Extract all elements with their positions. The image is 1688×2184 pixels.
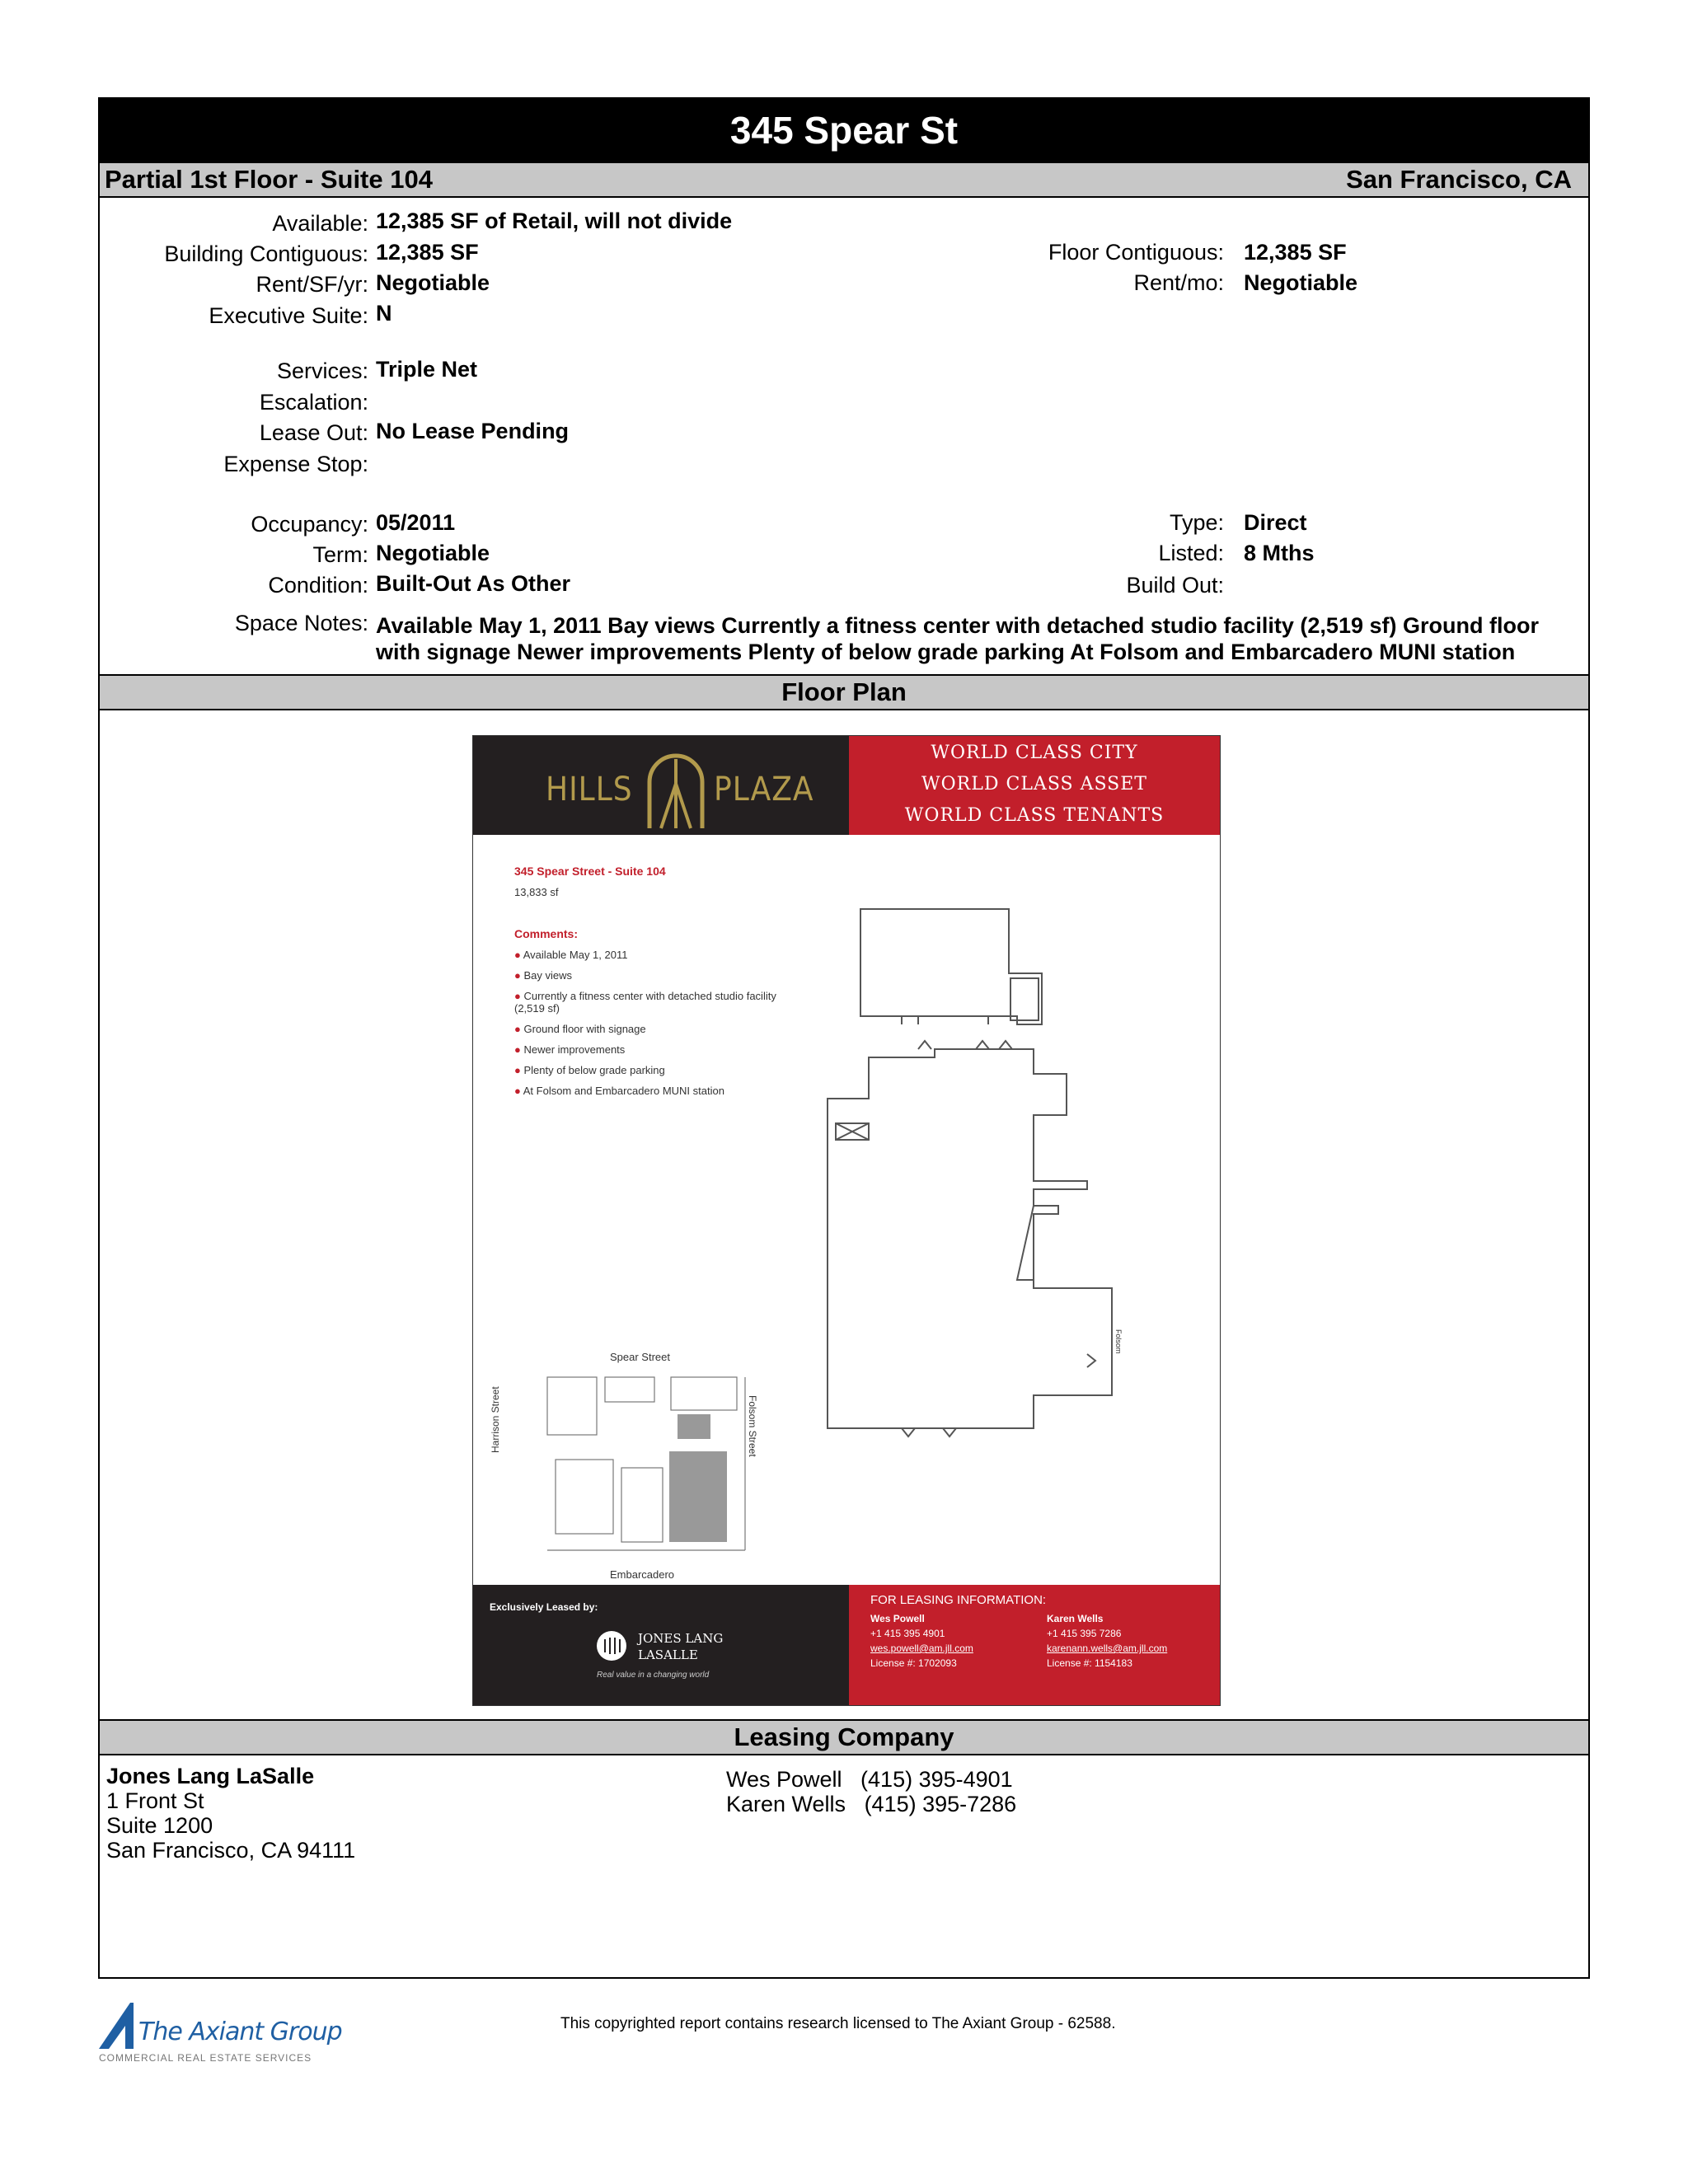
flyer-comment: ● Bay views bbox=[514, 969, 572, 982]
leasing-address-2: Suite 1200 bbox=[106, 1813, 213, 1838]
agent2-name: Karen Wells bbox=[1047, 1613, 1104, 1624]
agent1-phone: +1 415 395 4901 bbox=[870, 1628, 945, 1639]
executive-suite-value: N bbox=[376, 301, 392, 326]
flyer-tagline-panel bbox=[849, 736, 1220, 835]
flyer-comments-label: Comments: bbox=[514, 927, 579, 940]
floor-contiguous-label: Floor Contiguous: bbox=[1048, 240, 1224, 265]
jll-logo-icon bbox=[595, 1629, 628, 1662]
logo-right-text: PLAZA bbox=[714, 771, 814, 808]
copyright-notice: This copyrighted report contains research licensed to The Axiant Group - 62588. bbox=[560, 2015, 1116, 2032]
agent1-license: License #: 1702093 bbox=[870, 1657, 957, 1669]
flyer-size: 13,833 sf bbox=[514, 886, 559, 898]
flyer-comment: ● Newer improvements bbox=[514, 1043, 626, 1056]
listed-value: 8 Mths bbox=[1244, 541, 1315, 565]
jll-tagline: Real value in a changing world bbox=[597, 1671, 710, 1680]
jll-name-2: LASALLE bbox=[638, 1647, 698, 1662]
lease-out-value: No Lease Pending bbox=[376, 419, 570, 443]
rent-sf-label: Rent/SF/yr: bbox=[256, 272, 368, 297]
hills-plaza-logo-icon bbox=[645, 751, 707, 830]
jll-name-1: JONES LANG bbox=[638, 1631, 724, 1646]
term-label: Term: bbox=[312, 542, 368, 567]
leasing-contact-1: Wes Powell (415) 395-4901 bbox=[726, 1767, 1013, 1792]
building-contiguous-label: Building Contiguous: bbox=[164, 241, 368, 266]
leasing-address-1: 1 Front St bbox=[106, 1788, 204, 1813]
axiant-logo bbox=[97, 2001, 342, 2075]
flyer-heading: 345 Spear Street - Suite 104 bbox=[514, 865, 666, 878]
site-map-drawing bbox=[539, 1369, 753, 1558]
floor-plan-header: Floor Plan bbox=[100, 674, 1588, 710]
services-value: Triple Net bbox=[376, 357, 478, 382]
report-frame bbox=[98, 97, 1590, 1979]
escalation-label: Escalation: bbox=[259, 390, 368, 415]
suite-name: Partial 1st Floor - Suite 104 bbox=[105, 165, 433, 194]
tagline-3: WORLD CLASS TENANTS bbox=[904, 805, 1165, 826]
rent-mo-label: Rent/mo: bbox=[1133, 270, 1224, 295]
available-value: 12,385 SF of Retail, will not divide bbox=[376, 209, 733, 233]
occupancy-value: 05/2011 bbox=[376, 510, 456, 535]
leasing-address-3: San Francisco, CA 94111 bbox=[106, 1838, 356, 1863]
leasing-info-label: FOR LEASING INFORMATION: bbox=[870, 1593, 1047, 1607]
flyer-logo-panel bbox=[473, 736, 849, 835]
space-notes-label: Space Notes: bbox=[234, 611, 368, 635]
floor-plan-flyer bbox=[472, 735, 1221, 1706]
term-value: Negotiable bbox=[376, 541, 490, 565]
map-left-street: Harrison Street bbox=[490, 1386, 501, 1453]
flyer-comments-list bbox=[514, 949, 795, 1105]
occupancy-label: Occupancy: bbox=[251, 512, 368, 537]
axiant-logo-name: The Axiant Group bbox=[138, 2018, 342, 2046]
flyer-comment: ● Available May 1, 2011 bbox=[514, 949, 628, 961]
condition-label: Condition: bbox=[268, 573, 368, 598]
agent2-email: karenann.wells@am.jll.com bbox=[1047, 1643, 1168, 1654]
rent-mo-value: Negotiable bbox=[1244, 270, 1358, 295]
flyer-jll-panel bbox=[473, 1585, 849, 1705]
listed-label: Listed: bbox=[1158, 541, 1224, 565]
leasing-company-header: Leasing Company bbox=[100, 1719, 1588, 1755]
flyer-comment: ● Plenty of below grade parking bbox=[514, 1064, 665, 1076]
lease-out-label: Lease Out: bbox=[259, 420, 368, 445]
agent2-license: License #: 1154183 bbox=[1047, 1657, 1132, 1669]
floor-plan-drawing bbox=[786, 901, 1215, 1544]
building-contiguous-value: 12,385 SF bbox=[376, 240, 479, 265]
suite-bar bbox=[100, 162, 1588, 198]
svg-text:Folsom: Folsom bbox=[1114, 1329, 1123, 1354]
map-right-street: Folsom Street bbox=[747, 1395, 758, 1457]
flyer-leasing-panel bbox=[849, 1585, 1220, 1705]
exclusive-label: Exclusively Leased by: bbox=[490, 1601, 598, 1613]
expense-stop-label: Expense Stop: bbox=[223, 452, 368, 476]
floor-contiguous-value: 12,385 SF bbox=[1244, 240, 1347, 265]
axiant-logo-sub: COMMERCIAL REAL ESTATE SERVICES bbox=[99, 2052, 312, 2064]
logo-left-text: HILLS bbox=[546, 771, 633, 808]
rent-sf-value: Negotiable bbox=[376, 270, 490, 295]
map-top-street: Spear Street bbox=[610, 1351, 670, 1363]
agent2-phone: +1 415 395 7286 bbox=[1047, 1628, 1122, 1639]
agent1-email: wes.powell@am.jll.com bbox=[870, 1643, 973, 1654]
type-value: Direct bbox=[1244, 510, 1307, 535]
build-out-label: Build Out: bbox=[1126, 573, 1224, 598]
leasing-company-name: Jones Lang LaSalle bbox=[106, 1764, 315, 1788]
location: San Francisco, CA bbox=[1346, 165, 1572, 194]
type-label: Type: bbox=[1169, 510, 1224, 535]
flyer-comment: ● Currently a fitness center with detached studio facility (2,519 sf) bbox=[514, 990, 776, 1015]
map-bottom-street: Embarcadero bbox=[610, 1568, 675, 1581]
leasing-contact-2: Karen Wells (415) 395-7286 bbox=[726, 1792, 1017, 1816]
services-label: Services: bbox=[276, 359, 368, 383]
tagline-1: WORLD CLASS CITY bbox=[931, 743, 1138, 763]
available-label: Available: bbox=[272, 211, 368, 236]
flyer-comment: ● At Folsom and Embarcadero MUNI station bbox=[514, 1085, 724, 1097]
space-notes-value: Available May 1, 2011 Bay views Currently a fitness center with detached studio facility (2,519 sf) Ground floor with signage Newer improvements Plenty of below grade parking At Folsom and Embarcadero MUNI station bbox=[376, 613, 1539, 664]
condition-value: Built-Out As Other bbox=[376, 571, 570, 596]
executive-suite-label: Executive Suite: bbox=[209, 303, 368, 328]
flyer-comment: ● Ground floor with signage bbox=[514, 1023, 646, 1035]
property-title: 345 Spear St bbox=[100, 99, 1588, 162]
tagline-2: WORLD CLASS ASSET bbox=[921, 774, 1147, 794]
agent1-name: Wes Powell bbox=[870, 1613, 925, 1624]
